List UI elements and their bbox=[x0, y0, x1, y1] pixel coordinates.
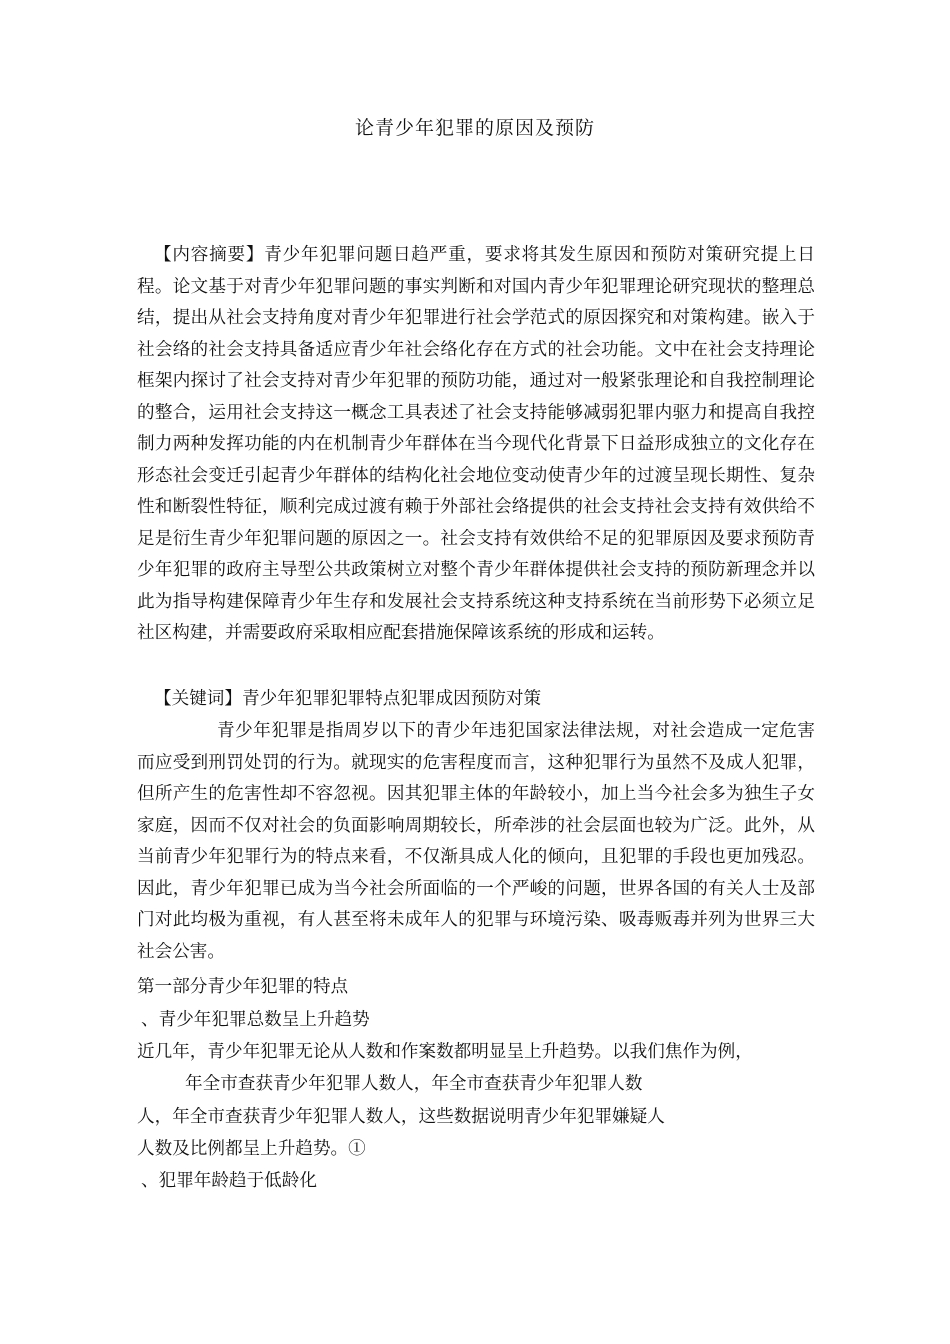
document-title: 论青少年犯罪的原因及预防 bbox=[354, 117, 595, 139]
subsection-heading-1: 、青少年犯罪总数呈上升趋势 bbox=[141, 1010, 370, 1030]
paragraph-line: 人，年全市查获青少年犯罪人数人，这些数据说明青少年犯罪嫌疑人 bbox=[137, 1107, 665, 1127]
intro-paragraph: 青少年犯罪是指周岁以下的青少年违犯国家法律法规，对社会造成一定危害而应受到刑罚处罚的行为。就现实的危害程度而言，这种犯罪行为虽然不及成人犯罪，但所产生的危害性却不容忽视。因其犯罪主体的年龄较小，加上当今社会多为独生子女家庭，因而不仅对社会的负面影响周期较长，所牵涉的社会层面也较为广泛。此外，从当前青少年犯罪行为的特点来看，不仅渐具成人化的倾向，且犯罪的手段也更加残忍。因此，青少年犯罪已成为当今社会所面临的一个严峻的问题，世界各国的有关人士及部门对此均极为重视，有人甚至将未成年人的犯罪与环境污染、吸毒贩毒并列为世界三大社会公害。 bbox=[137, 721, 815, 962]
paragraph-line: 人数及比例都呈上升趋势。① bbox=[137, 1139, 366, 1159]
subsection-heading-2: 、犯罪年龄趋于低龄化 bbox=[141, 1171, 317, 1191]
section-heading-part1: 第一部分青少年犯罪的特点 bbox=[137, 977, 349, 997]
paragraph-line: 年全市查获青少年犯罪人数人，年全市查获青少年犯罪人数 bbox=[185, 1074, 643, 1094]
paragraph-line: 近几年，青少年犯罪无论从人数和作案数都明显呈上升趋势。以我们焦作为例， bbox=[137, 1042, 753, 1062]
keywords-paragraph: 【关键词】青少年犯罪犯罪特点犯罪成因预防对策 bbox=[154, 689, 542, 709]
abstract-paragraph: 【内容摘要】青少年犯罪问题日趋严重，要求将其发生原因和预防对策研究提上日程。论文基于对青少年犯罪问题的事实判断和对国内青少年犯罪理论研究现状的整理总结，提出从社会支持角度对青少年犯罪进行社会学范式的原因探究和对策构建。嵌入于社会络的社会支持具备适应青少年社会络化存在方式的社会功能。文中在社会支持理论框架内探讨了社会支持对青少年犯罪的预防功能，通过对一般紧张理论和自我控制理论的整合，运用社会支持这一概念工具表述了社会支持能够减弱犯罪内驱力和提高自我控制力两种发挥功能的内在机制青少年群体在当今现代化背景下日益形成独立的文化存在形态社会变迁引起青少年群体的结构化社会地位变动使青少年的过渡呈现长期性、复杂性和断裂性特征，顺利完成过渡有赖于外部社会络提供的社会支持社会支持有效供给不足是衍生青少年犯罪问题的原因之一。社会支持有效供给不足的犯罪原因及要求预防青少年犯罪的政府主导型公共政策树立对整个青少年群体提供社会支持的预防新理念并以此为指导构建保障青少年生存和发展社会支持系统这种支持系统在当前形势下必须立足社区构建，并需要政府采取相应配套措施保障该系统的形成和运转。 bbox=[137, 245, 815, 643]
